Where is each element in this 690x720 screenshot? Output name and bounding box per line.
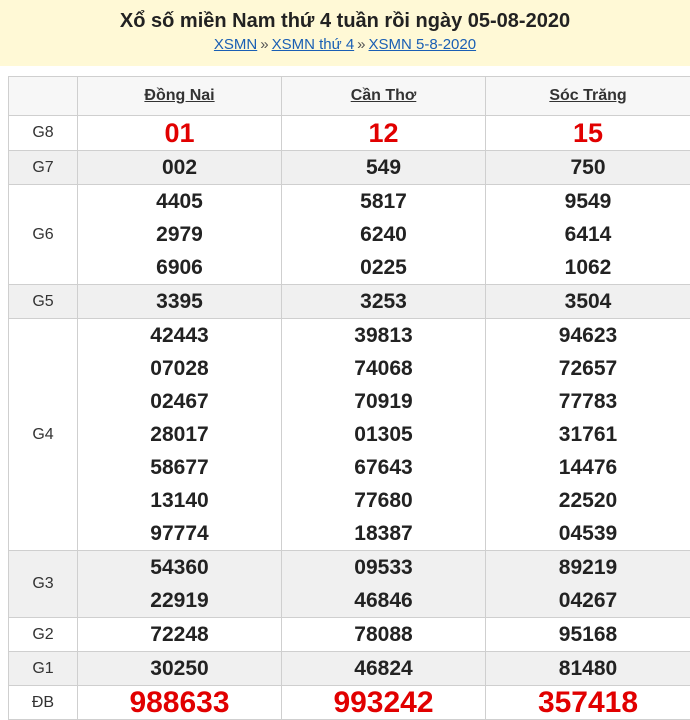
result-number: 12 xyxy=(282,117,485,150)
result-cell-g5-can-tho xyxy=(282,285,486,319)
result-number: 72248 xyxy=(78,618,281,651)
result-number: 18387 xyxy=(282,517,485,550)
result-number: 94623 xyxy=(486,319,690,352)
result-cell-g5-dong-nai xyxy=(78,285,282,319)
result-cell-g6-dong-nai xyxy=(78,185,282,285)
result-number: 09533 xyxy=(282,551,485,584)
prize-row-g4 xyxy=(9,319,690,551)
result-cell-g7-soc-trang xyxy=(486,151,690,185)
result-number: 549 xyxy=(282,151,485,184)
result-number: 4405 xyxy=(78,185,281,218)
result-number: 04267 xyxy=(486,584,690,617)
province-header-dong-nai xyxy=(78,77,282,116)
breadcrumb-xsmn[interactable]: XSMN xyxy=(214,36,257,53)
province-link-soc-trang[interactable]: Sóc Trăng xyxy=(549,87,626,104)
prize-label-db: ĐB xyxy=(9,686,78,720)
province-header-can-tho xyxy=(282,77,486,116)
result-cell-g4-can-tho xyxy=(282,319,486,551)
result-number: 6414 xyxy=(486,218,690,251)
result-number: 74068 xyxy=(282,352,485,385)
result-cell-g3-can-tho xyxy=(282,551,486,618)
page-title: Xổ số miền Nam thứ 4 tuần rồi ngày 05-08-2020 xyxy=(0,9,690,33)
result-number: 81480 xyxy=(486,652,690,685)
result-number: 72657 xyxy=(486,352,690,385)
result-cell-g2-soc-trang xyxy=(486,618,690,652)
result-number: 30250 xyxy=(78,652,281,685)
result-number: 5817 xyxy=(282,185,485,218)
result-number: 04539 xyxy=(486,517,690,550)
result-cell-g4-dong-nai xyxy=(78,319,282,551)
result-number: 1062 xyxy=(486,251,690,284)
result-number: 07028 xyxy=(78,352,281,385)
province-link-can-tho[interactable]: Cần Thơ xyxy=(351,87,417,104)
result-number: 750 xyxy=(486,151,690,184)
result-number: 67643 xyxy=(282,451,485,484)
result-number: 02467 xyxy=(78,385,281,418)
result-number: 01 xyxy=(78,117,281,150)
result-number: 357418 xyxy=(486,686,690,719)
result-cell-g2-dong-nai xyxy=(78,618,282,652)
prize-label-g4: G4 xyxy=(9,319,78,551)
result-number: 97774 xyxy=(78,517,281,550)
result-number: 95168 xyxy=(486,618,690,651)
breadcrumb-separator: » xyxy=(354,36,368,53)
result-cell-g6-can-tho xyxy=(282,185,486,285)
result-number: 9549 xyxy=(486,185,690,218)
result-cell-db-can-tho xyxy=(282,686,486,720)
result-cell-db-dong-nai xyxy=(78,686,282,720)
result-number: 22520 xyxy=(486,484,690,517)
prize-label-g3: G3 xyxy=(9,551,78,618)
prize-row-g5 xyxy=(9,285,690,319)
result-cell-g1-soc-trang xyxy=(486,652,690,686)
province-link-dong-nai[interactable]: Đồng Nai xyxy=(144,87,214,104)
result-cell-g8-soc-trang xyxy=(486,116,690,151)
result-number: 54360 xyxy=(78,551,281,584)
result-number: 3504 xyxy=(486,285,690,318)
result-number: 28017 xyxy=(78,418,281,451)
result-cell-g8-dong-nai xyxy=(78,116,282,151)
prize-label-g5: G5 xyxy=(9,285,78,319)
result-cell-g8-can-tho xyxy=(282,116,486,151)
prize-label-g7: G7 xyxy=(9,151,78,185)
prize-row-g1 xyxy=(9,652,690,686)
result-number: 22919 xyxy=(78,584,281,617)
result-cell-g7-dong-nai xyxy=(78,151,282,185)
prize-label-g2: G2 xyxy=(9,618,78,652)
result-number: 15 xyxy=(486,117,690,150)
result-cell-g5-soc-trang xyxy=(486,285,690,319)
page-header xyxy=(0,0,690,66)
result-number: 993242 xyxy=(282,686,485,719)
prize-row-g6 xyxy=(9,185,690,285)
result-cell-g1-can-tho xyxy=(282,652,486,686)
result-number: 002 xyxy=(78,151,281,184)
result-number: 988633 xyxy=(78,686,281,719)
result-cell-g3-soc-trang xyxy=(486,551,690,618)
result-number: 42443 xyxy=(78,319,281,352)
result-number: 89219 xyxy=(486,551,690,584)
result-number: 31761 xyxy=(486,418,690,451)
province-header-row xyxy=(9,77,690,116)
result-cell-g1-dong-nai xyxy=(78,652,282,686)
result-cell-g2-can-tho xyxy=(282,618,486,652)
prize-label-g1: G1 xyxy=(9,652,78,686)
breadcrumb xyxy=(0,35,690,55)
result-number: 46824 xyxy=(282,652,485,685)
result-number: 39813 xyxy=(282,319,485,352)
prize-row-special xyxy=(9,686,690,720)
result-cell-g3-dong-nai xyxy=(78,551,282,618)
breadcrumb-separator: » xyxy=(257,36,271,53)
result-number: 14476 xyxy=(486,451,690,484)
result-number: 77783 xyxy=(486,385,690,418)
breadcrumb-xsmn-date[interactable]: XSMN 5-8-2020 xyxy=(369,36,477,53)
result-number: 3253 xyxy=(282,285,485,318)
result-cell-db-soc-trang xyxy=(486,686,690,720)
header-blank-cell xyxy=(9,77,78,116)
result-number: 13140 xyxy=(78,484,281,517)
breadcrumb-xsmn-thu-4[interactable]: XSMN thứ 4 xyxy=(272,36,355,53)
result-number: 6906 xyxy=(78,251,281,284)
prize-row-g3 xyxy=(9,551,690,618)
result-cell-g4-soc-trang xyxy=(486,319,690,551)
result-cell-g7-can-tho xyxy=(282,151,486,185)
result-number: 58677 xyxy=(78,451,281,484)
result-cell-g6-soc-trang xyxy=(486,185,690,285)
result-number: 78088 xyxy=(282,618,485,651)
result-number: 77680 xyxy=(282,484,485,517)
result-number: 0225 xyxy=(282,251,485,284)
province-header-soc-trang xyxy=(486,77,690,116)
prize-row-g2 xyxy=(9,618,690,652)
result-number: 46846 xyxy=(282,584,485,617)
result-number: 70919 xyxy=(282,385,485,418)
prize-row-g7 xyxy=(9,151,690,185)
prize-label-g8: G8 xyxy=(9,116,78,151)
prize-label-g6: G6 xyxy=(9,185,78,285)
result-number: 3395 xyxy=(78,285,281,318)
prize-row-g8 xyxy=(9,116,690,151)
result-number: 6240 xyxy=(282,218,485,251)
results-table xyxy=(8,76,690,720)
result-number: 2979 xyxy=(78,218,281,251)
result-number: 01305 xyxy=(282,418,485,451)
